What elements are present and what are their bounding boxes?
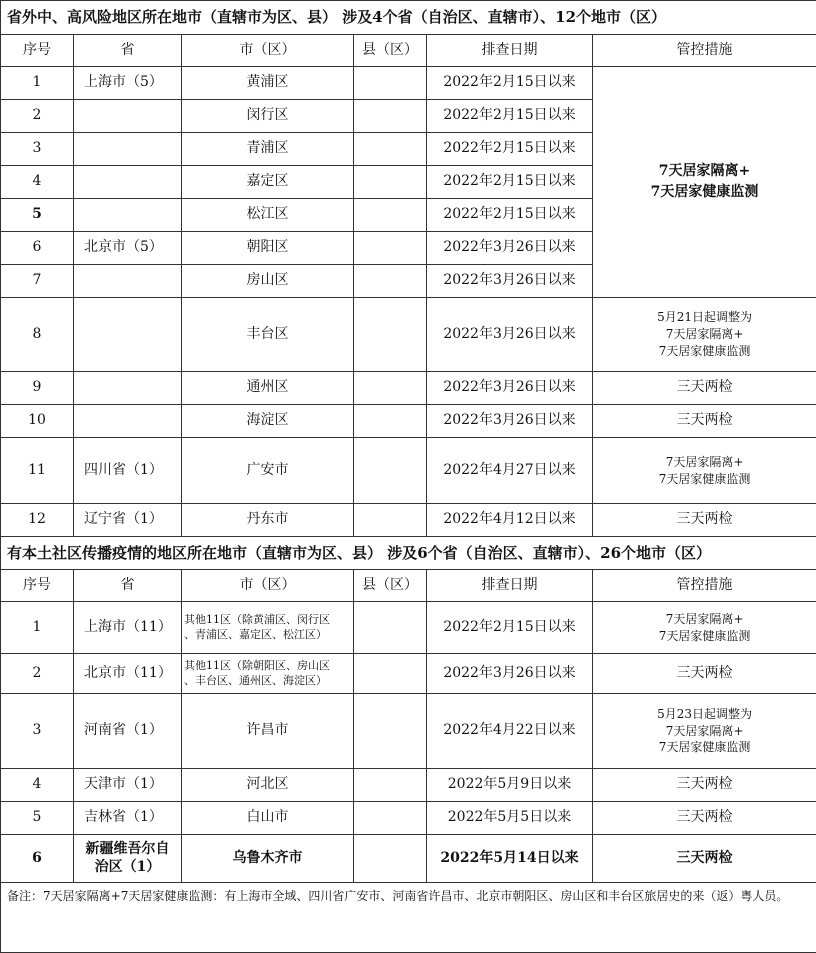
row-date: 2022年5月5日以来 xyxy=(427,802,593,835)
row-no: 3 xyxy=(1,133,74,166)
measure-line: 7天居家健康监测 xyxy=(595,343,814,360)
row-date: 2022年3月26日以来 xyxy=(427,654,593,694)
row-county xyxy=(354,602,427,654)
row-measure xyxy=(593,298,816,372)
row-date: 2022年2月15日以来 xyxy=(427,199,593,232)
row-province xyxy=(74,199,182,232)
row-no: 12 xyxy=(1,504,74,537)
row-city: 河北区 xyxy=(182,769,354,802)
row-province: 河南省（1） xyxy=(74,694,182,769)
row-city: 松江区 xyxy=(182,199,354,232)
row-city: 青浦区 xyxy=(182,133,354,166)
merged-measure-line2: 7天居家健康监测 xyxy=(595,182,814,203)
row-city: 黄浦区 xyxy=(182,67,354,100)
row-measure xyxy=(593,438,816,504)
row-county xyxy=(354,769,427,802)
row-province xyxy=(74,372,182,405)
row-city: 广安市 xyxy=(182,438,354,504)
row-no: 1 xyxy=(1,602,74,654)
row-county xyxy=(354,654,427,694)
city-line: 、青浦区、嘉定区、松江区） xyxy=(184,628,351,643)
row-measure: 三天两检 xyxy=(593,405,816,438)
row-province: 四川省（1） xyxy=(74,438,182,504)
table-row xyxy=(1,602,816,654)
row-date: 2022年3月26日以来 xyxy=(427,232,593,265)
row-no: 4 xyxy=(1,166,74,199)
row-date: 2022年2月15日以来 xyxy=(427,100,593,133)
header-province: 省 xyxy=(74,35,182,67)
row-province: 北京市（5） xyxy=(74,232,182,265)
row-no: 6 xyxy=(1,835,74,883)
table-row xyxy=(1,372,816,405)
row-city: 通州区 xyxy=(182,372,354,405)
row-province: 辽宁省（1） xyxy=(74,504,182,537)
row-date: 2022年5月14日以来 xyxy=(427,835,593,883)
row-date: 2022年2月15日以来 xyxy=(427,133,593,166)
row-county xyxy=(354,504,427,537)
row-city: 海淀区 xyxy=(182,405,354,438)
row-county xyxy=(354,232,427,265)
table-row xyxy=(1,802,816,835)
row-no: 7 xyxy=(1,265,74,298)
row-measure: 三天两检 xyxy=(593,802,816,835)
measure-line: 7天居家隔离+ xyxy=(595,326,814,343)
section1-header-row xyxy=(1,35,816,67)
row-date: 2022年4月12日以来 xyxy=(427,504,593,537)
row-county xyxy=(354,199,427,232)
row-province xyxy=(74,100,182,133)
measure-line: 7天居家隔离+ xyxy=(595,723,814,740)
row-province xyxy=(74,166,182,199)
row-county xyxy=(354,405,427,438)
measure-line: 5月21日起调整为 xyxy=(595,309,814,326)
table-row xyxy=(1,769,816,802)
row-no: 3 xyxy=(1,694,74,769)
row-date: 2022年3月26日以来 xyxy=(427,298,593,372)
merged-measure-cell xyxy=(593,67,816,298)
row-measure: 三天两检 xyxy=(593,654,816,694)
row-measure: 三天两检 xyxy=(593,769,816,802)
table-row xyxy=(1,298,816,372)
table-row xyxy=(1,694,816,769)
measure-line: 7天居家健康监测 xyxy=(595,739,814,756)
row-no: 5 xyxy=(1,802,74,835)
row-city: 乌鲁木齐市 xyxy=(182,835,354,883)
row-city: 丹东市 xyxy=(182,504,354,537)
row-date: 2022年3月26日以来 xyxy=(427,372,593,405)
footnote: 备注：7天居家隔离+7天居家健康监测：有上海市全域、四川省广安市、河南省许昌市、北京市朝阳区、房山区和丰台区旅居史的来（返）粤人员。 xyxy=(1,883,816,953)
merged-measure-line1: 7天居家隔离+ xyxy=(595,161,814,182)
section1-title: 省外中、高风险地区所在地市（直辖市为区、县） 涉及4个省（自治区、直辖市）、12个地市（区） xyxy=(1,1,816,35)
row-date: 2022年3月26日以来 xyxy=(427,265,593,298)
row-county xyxy=(354,100,427,133)
header-province: 省 xyxy=(74,570,182,602)
row-date: 2022年2月15日以来 xyxy=(427,602,593,654)
measure-line: 5月23日起调整为 xyxy=(595,706,814,723)
row-no: 2 xyxy=(1,100,74,133)
row-county xyxy=(354,372,427,405)
row-no: 4 xyxy=(1,769,74,802)
row-no: 6 xyxy=(1,232,74,265)
header-measure: 管控措施 xyxy=(593,35,816,67)
table-row xyxy=(1,504,816,537)
row-province xyxy=(74,265,182,298)
row-province: 上海市（11） xyxy=(74,602,182,654)
header-measure: 管控措施 xyxy=(593,570,816,602)
row-date: 2022年4月22日以来 xyxy=(427,694,593,769)
row-county xyxy=(354,133,427,166)
row-city xyxy=(182,602,354,654)
row-no: 2 xyxy=(1,654,74,694)
table-row xyxy=(1,438,816,504)
row-date: 2022年2月15日以来 xyxy=(427,67,593,100)
row-measure xyxy=(593,602,816,654)
table-row xyxy=(1,405,816,438)
header-date: 排查日期 xyxy=(427,570,593,602)
row-county xyxy=(354,166,427,199)
row-no: 11 xyxy=(1,438,74,504)
header-county: 县（区） xyxy=(354,35,427,67)
section2-title: 有本土社区传播疫情的地区所在地市（直辖市为区、县） 涉及6个省（自治区、直辖市）、26个地市（区） xyxy=(1,537,816,570)
header-no: 序号 xyxy=(1,35,74,67)
province-line: 新疆维吾尔自 xyxy=(76,841,179,859)
row-province xyxy=(74,298,182,372)
table-row xyxy=(1,835,816,883)
row-province: 吉林省（1） xyxy=(74,802,182,835)
row-city: 朝阳区 xyxy=(182,232,354,265)
city-line: 其他11区（除朝阳区、房山区 xyxy=(184,659,351,674)
row-province xyxy=(74,405,182,438)
table-row xyxy=(1,654,816,694)
measure-line: 7天居家隔离+ xyxy=(595,611,814,628)
city-line: 其他11区（除黄浦区、闵行区 xyxy=(184,613,351,628)
header-no: 序号 xyxy=(1,570,74,602)
row-county xyxy=(354,694,427,769)
row-city: 闵行区 xyxy=(182,100,354,133)
row-province: 上海市（5） xyxy=(74,67,182,100)
table-row xyxy=(1,67,816,100)
measure-line: 7天居家隔离+ xyxy=(595,454,814,471)
row-date: 2022年2月15日以来 xyxy=(427,166,593,199)
row-no: 9 xyxy=(1,372,74,405)
row-county xyxy=(354,298,427,372)
row-measure: 三天两检 xyxy=(593,372,816,405)
row-province: 北京市（11） xyxy=(74,654,182,694)
row-no: 10 xyxy=(1,405,74,438)
row-city: 房山区 xyxy=(182,265,354,298)
row-date: 2022年4月27日以来 xyxy=(427,438,593,504)
row-province: 天津市（1） xyxy=(74,769,182,802)
row-city: 白山市 xyxy=(182,802,354,835)
row-county xyxy=(354,835,427,883)
header-city: 市（区） xyxy=(182,570,354,602)
header-city: 市（区） xyxy=(182,35,354,67)
header-date: 排查日期 xyxy=(427,35,593,67)
row-county xyxy=(354,67,427,100)
row-city: 嘉定区 xyxy=(182,166,354,199)
row-county xyxy=(354,802,427,835)
row-no: 5 xyxy=(1,199,74,232)
measure-line: 7天居家健康监测 xyxy=(595,471,814,488)
row-province xyxy=(74,133,182,166)
province-line: 治区（1） xyxy=(76,859,179,877)
row-province xyxy=(74,835,182,883)
row-no: 8 xyxy=(1,298,74,372)
measure-line: 7天居家健康监测 xyxy=(595,628,814,645)
row-date: 2022年5月9日以来 xyxy=(427,769,593,802)
row-city: 许昌市 xyxy=(182,694,354,769)
row-date: 2022年3月26日以来 xyxy=(427,405,593,438)
row-county xyxy=(354,265,427,298)
row-city xyxy=(182,654,354,694)
row-measure xyxy=(593,694,816,769)
city-line: 、丰台区、通州区、海淀区） xyxy=(184,674,351,689)
row-measure: 三天两检 xyxy=(593,504,816,537)
row-no: 1 xyxy=(1,67,74,100)
row-city: 丰台区 xyxy=(182,298,354,372)
row-county xyxy=(354,438,427,504)
section2-header-row xyxy=(1,570,816,602)
header-county: 县（区） xyxy=(354,570,427,602)
row-measure: 三天两检 xyxy=(593,835,816,883)
